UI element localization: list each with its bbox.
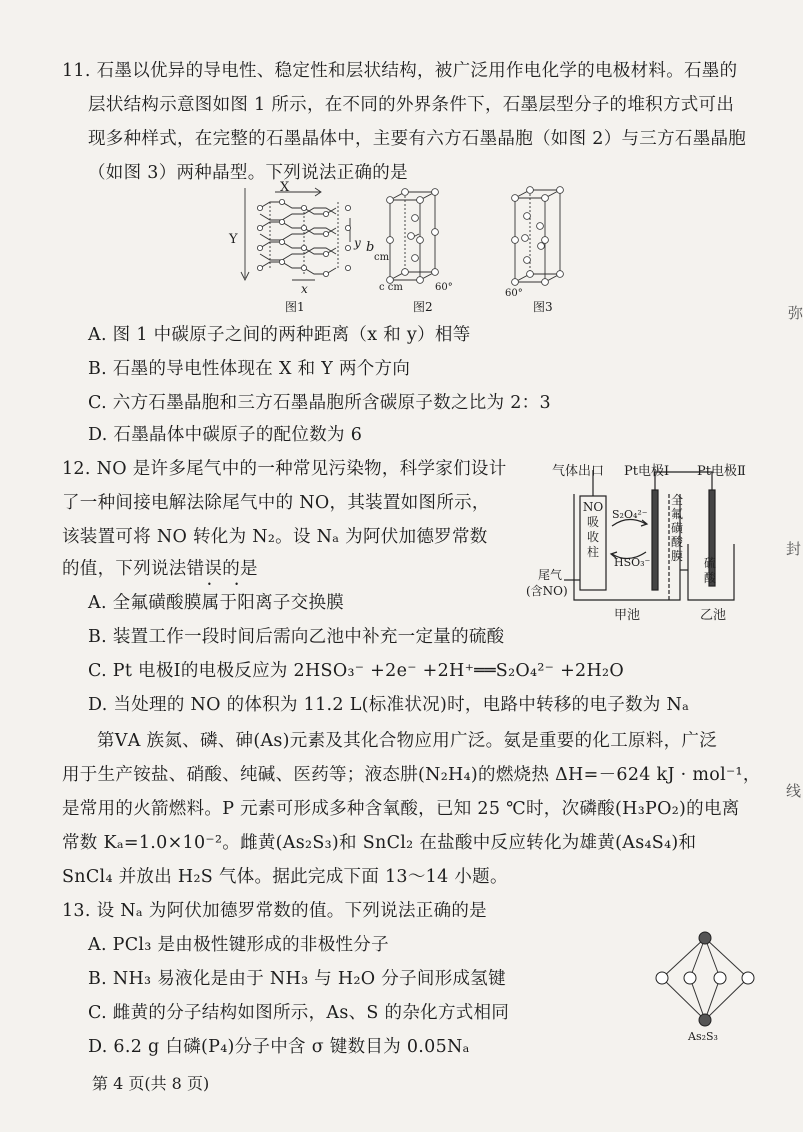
fig2-label-bcm: cm [374, 252, 390, 263]
q11-option-b: B. 石墨的导电性体现在 X 和 Y 两个方向 [88, 359, 411, 379]
margin-mark-feng: 封 [786, 540, 802, 558]
emphasis-dots: • • [207, 580, 249, 589]
fig1-label-x: x [301, 282, 308, 296]
page-footer: 第 4 页(共 8 页) [92, 1074, 210, 1093]
q13-stem: 13. 设 Nₐ 为阿伏加德罗常数的值。下列说法正确的是 [62, 901, 487, 921]
q11-option-a: A. 图 1 中碳原子之间的两种距离（x 和 y）相等 [88, 325, 471, 345]
figure-1-caption: 图1 [285, 300, 305, 314]
electrolysis-apparatus-diagram [528, 458, 768, 628]
apparatus-exhaust-label: 尾气 [538, 568, 563, 582]
molecule-label: As₂S₃ [688, 1030, 718, 1043]
apparatus-gas-outlet: 气体出口 [552, 464, 605, 479]
figure-3-caption: 图3 [533, 300, 553, 314]
q12-option-a: A. 全氟磺酸膜属于阳离子交换膜 [88, 593, 345, 613]
apparatus-no-absorber: NO 吸 收 柱 [582, 500, 604, 559]
fig2-label-angle: 60° [435, 282, 453, 293]
figure-3-rhombohedral-cell [505, 186, 570, 296]
passage-line-3: 是常用的火箭燃料。P 元素可形成多种含氧酸，已知 25 ℃时，次磷酸(H₃PO₂)的电离 [62, 799, 740, 819]
q13-option-d: D. 6.2 g 白磷(P₄)分子中含 σ 键数目为 0.05Nₐ [88, 1037, 470, 1057]
q11-stem-line-3: 现多种样式，在完整的石墨晶体中，主要有六方石墨晶胞（如图 2）与三方石墨晶胞 [88, 129, 747, 149]
margin-mark-mi: 弥 [788, 304, 803, 322]
passage-line-1: 第ⅤA 族氮、磷、砷(As)元素及其化合物应用广泛。氨是重要的化工原料，广泛 [97, 731, 718, 751]
apparatus-cell-a: 甲池 [614, 608, 641, 623]
q12-option-c: C. Pt 电极Ⅰ的电极反应为 2HSO₃⁻ +2e⁻ +2H⁺══S₂O₄²⁻ +2H₂O [88, 661, 625, 681]
passage-line-5: SnCl₄ 并放出 H₂S 气体。据此完成下面 13～14 小题。 [62, 867, 508, 887]
apparatus-hso3-ion: HSO₃⁻ [614, 556, 651, 569]
q12-option-b: B. 装置工作一段时间后需向乙池中补充一定量的硫酸 [88, 627, 505, 647]
q13-option-a: A. PCl₃ 是由极性键形成的非极性分子 [88, 935, 389, 955]
q12-stem-line-1: 12. NO 是许多尾气中的一种常见污染物，科学家们设计 [62, 459, 507, 479]
apparatus-pt-electrode-2: Pt电极Ⅱ [697, 464, 746, 479]
fig2-label-ccm: c cm [379, 282, 403, 293]
fig1-label-y: y [354, 236, 361, 250]
q12-stem-line-3: 该装置可将 NO 转化为 N₂。设 Nₐ 为阿伏加德罗常数 [62, 527, 488, 547]
fig1-label-Y: Y [229, 232, 238, 247]
q11-option-c: C. 六方石墨晶胞和三方石墨晶胞所含碳原子数之比为 2：3 [88, 393, 551, 413]
q12-stem-line-4: 的值，下列说法错误的是 [62, 559, 258, 579]
apparatus-s2o4-ion: S₂O₄²⁻ [612, 508, 648, 521]
figure-1-graphite-layers [225, 180, 365, 295]
margin-mark-xian: 线 [786, 782, 802, 800]
as2s3-molecule-diagram [650, 930, 760, 1030]
q11-option-d: D. 石墨晶体中碳原子的配位数为 6 [88, 425, 363, 445]
q13-option-c: C. 雌黄的分子结构如图所示，As、S 的杂化方式相同 [88, 1003, 510, 1023]
q11-stem-line-1: 11. 石墨以优异的导电性、稳定性和层状结构，被广泛用作电化学的电极材料。石墨的 [62, 61, 738, 81]
figure-2-caption: 图2 [413, 300, 433, 314]
q12-option-d: D. 当处理的 NO 的体积为 11.2 L(标准状况)时，电路中转移的电子数为 Nₐ [88, 695, 690, 715]
passage-line-2: 用于生产铵盐、硝酸、纯碱、医药等；液态肼(N₂H₄)的燃烧热 ΔH=－624 kJ · mol⁻¹， [62, 765, 761, 785]
apparatus-contains-no: (含NO) [526, 584, 568, 598]
apparatus-membrane-label: 全 氟 磺 酸 膜 [670, 493, 683, 563]
apparatus-sulfuric-acid: 硫 酸 [703, 556, 716, 585]
q12-stem-line-2: 了一种间接电解法除尾气中的 NO，其装置如图所示， [62, 493, 490, 513]
q11-stem-line-2: 层状结构示意图如图 1 所示，在不同的外界条件下，石墨层型分子的堆积方式可出 [88, 95, 735, 115]
q13-option-b: B. NH₃ 易液化是由于 NH₃ 与 H₂O 分子间形成氢键 [88, 969, 506, 989]
figure-2-hexagonal-cell [375, 188, 460, 293]
fig2-label-b: b [366, 240, 375, 255]
passage-line-4: 常数 Kₐ=1.0×10⁻²。雌黄(As₂S₃)和 SnCl₂ 在盐酸中反应转化为雄黄(As₄S₄)和 [62, 833, 697, 853]
q11-stem-line-4: （如图 3）两种晶型。下列说法正确的是 [88, 163, 408, 183]
fig1-label-X: X [280, 180, 290, 195]
apparatus-cell-b: 乙池 [700, 608, 727, 623]
fig3-label-angle: 60° [505, 288, 523, 299]
apparatus-pt-electrode-1: Pt电极Ⅰ [624, 464, 670, 479]
